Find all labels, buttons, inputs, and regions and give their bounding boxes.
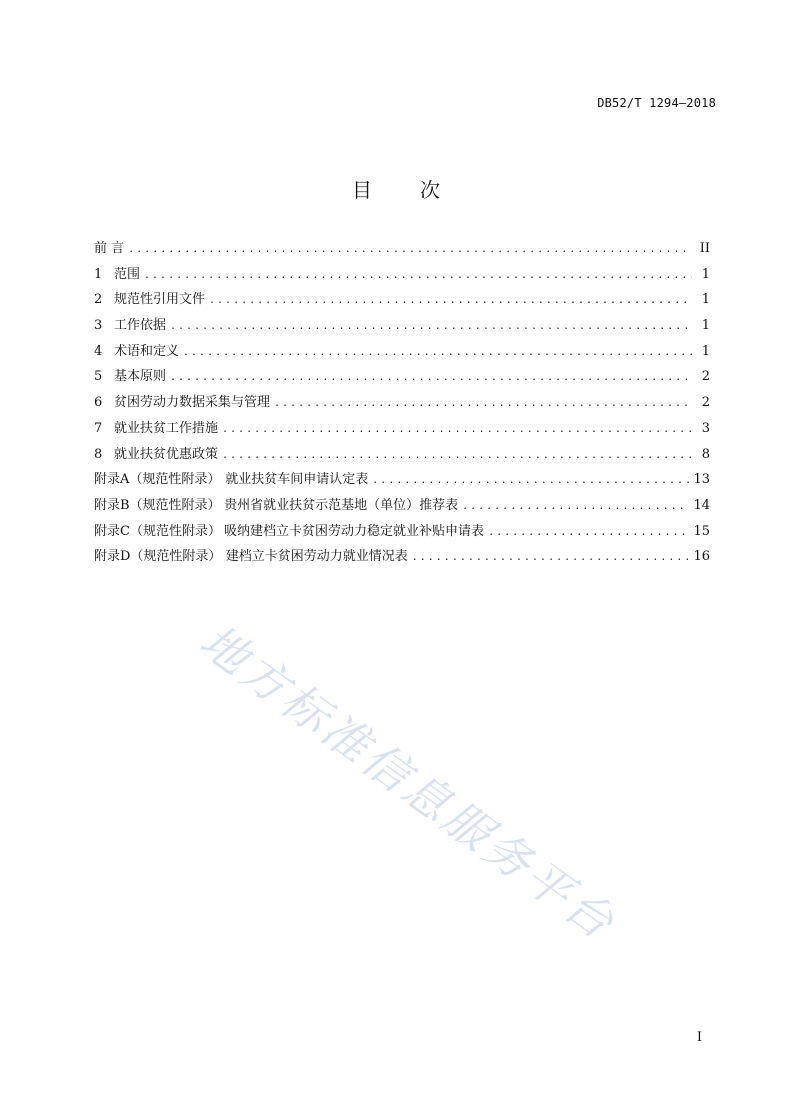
toc-entry-page: 15 <box>693 523 710 539</box>
toc-appendix-number: 附录D（规范性附录） <box>94 549 222 565</box>
toc-leader-dots <box>144 270 692 281</box>
toc-entry-page: 3 <box>701 420 710 436</box>
toc-entry-page: 2 <box>701 395 710 411</box>
toc-entry-appendix[interactable] <box>94 520 710 546</box>
toc-leader-dots <box>462 501 689 512</box>
toc-entry[interactable] <box>94 365 710 391</box>
toc-entry-page: 1 <box>701 318 710 334</box>
toc-entry-page: 1 <box>701 292 710 308</box>
toc-entry-appendix[interactable] <box>94 468 710 494</box>
toc-entry[interactable] <box>94 417 710 443</box>
toc-appendix-number: 附录C（规范性附录） <box>94 523 221 539</box>
toc-entry-label: 贫困劳动力数据采集与管理 <box>114 395 271 411</box>
toc-entry-label: 前 言 <box>94 241 125 256</box>
toc-entry[interactable] <box>94 443 710 469</box>
toc-leader-dots <box>222 450 692 461</box>
toc-entry-number: 4 <box>94 343 103 359</box>
toc-leader-dots <box>274 398 692 409</box>
toc-entry-page: 1 <box>701 343 710 359</box>
toc-entry-label: 规范性引用文件 <box>114 292 206 308</box>
toc-entry-page: 13 <box>693 472 710 488</box>
toc-entry-label: 吸纳建档立卡贫困劳动力稳定就业补贴申请表 <box>224 523 485 539</box>
toc-entry-number: 8 <box>94 446 103 462</box>
toc-entry-page: II <box>699 241 710 256</box>
toc-entry-number: 6 <box>94 395 103 411</box>
toc-leader-dots <box>488 527 689 538</box>
toc-leader-dots <box>170 321 692 332</box>
toc-entry-label: 建档立卡贫困劳动力就业情况表 <box>225 549 408 565</box>
document-id: DB52/T 1294—2018 <box>597 96 716 110</box>
toc-entry-page: 16 <box>693 549 710 565</box>
toc-entry-page: 1 <box>701 266 710 282</box>
toc-entry-number: 3 <box>94 318 103 334</box>
toc-entry[interactable] <box>94 288 710 314</box>
toc-entry-label: 贵州省就业扶贫示范基地（单位）推荐表 <box>224 497 459 513</box>
toc-entry-label: 就业扶贫工作措施 <box>114 420 219 436</box>
toc-entry-appendix[interactable] <box>94 545 710 571</box>
toc-entry-label: 就业扶贫车间申请认定表 <box>225 472 369 488</box>
toc-entry-number: 2 <box>94 292 103 308</box>
toc-leader-dots <box>128 244 692 255</box>
toc-entry-label: 范围 <box>114 266 141 282</box>
toc-entry[interactable] <box>94 340 710 366</box>
toc-entry[interactable] <box>94 391 710 417</box>
toc-entry-label: 工作依据 <box>114 318 167 334</box>
toc-entry[interactable] <box>94 314 710 340</box>
toc-entry-number: 1 <box>94 266 103 282</box>
toc-leader-dots <box>412 552 690 563</box>
toc-entry-appendix[interactable] <box>94 494 710 520</box>
toc-entry[interactable] <box>94 263 710 289</box>
page-number: I <box>696 1030 702 1045</box>
toc-leader-dots <box>372 475 689 486</box>
toc-entry-page: 8 <box>701 446 710 462</box>
toc-entry[interactable] <box>94 237 710 263</box>
toc-leader-dots <box>183 347 692 358</box>
toc-leader-dots <box>222 424 692 435</box>
toc-appendix-number: 附录B（规范性附录） <box>94 497 221 513</box>
toc-entry-page: 2 <box>701 369 710 385</box>
toc-entry-label: 基本原则 <box>114 369 167 385</box>
watermark: 地方标准信息服务平台 <box>190 613 627 952</box>
toc-entry-page: 14 <box>693 497 710 513</box>
toc-leader-dots <box>170 372 692 383</box>
toc-entry-label: 术语和定义 <box>114 343 180 359</box>
toc-leader-dots <box>209 295 692 306</box>
toc-entry-number: 5 <box>94 369 103 385</box>
toc-appendix-number: 附录A（规范性附录） <box>94 472 221 488</box>
table-of-contents <box>94 237 710 571</box>
toc-title: 目次 <box>352 178 488 202</box>
toc-entry-number: 7 <box>94 420 103 436</box>
toc-entry-label: 就业扶贫优惠政策 <box>114 446 219 462</box>
